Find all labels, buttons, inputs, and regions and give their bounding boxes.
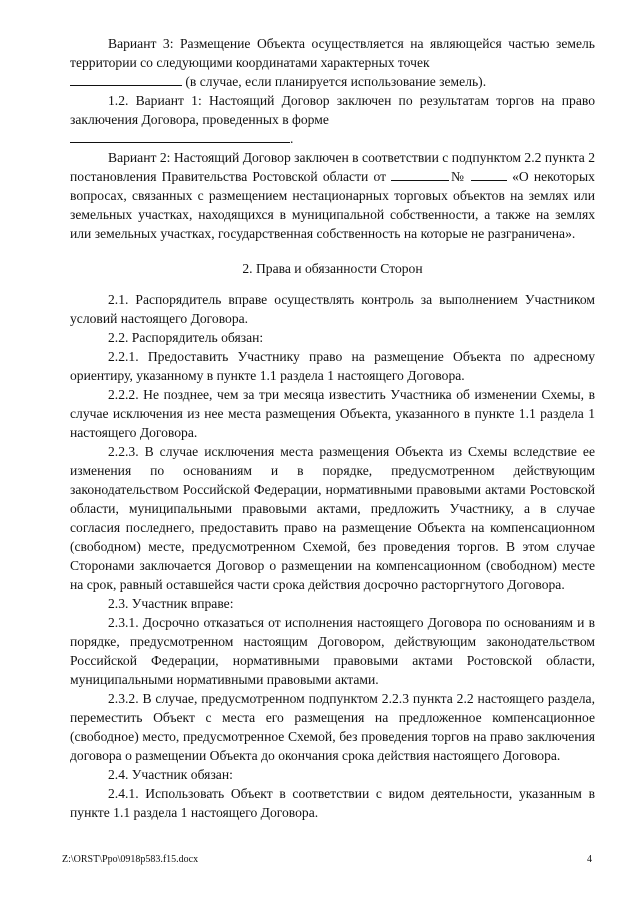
variant-2-title: «О некоторых вопросах, связанных с размещением нестационарных торговых объектов на землях или земельных участках, находящихся в муниципальной собственности, а также на землях или земельных участках, государственная собственность на которые не разграничена».	[70, 169, 595, 241]
clause-2-3-1: 2.3.1. Досрочно отказаться от исполнения настоящего Договора по основаниям и в порядке, предусмотренном настоящим Договором, действующим законодательством Российской Федерации, нормативными правовыми актами Ростовской области, муниципальными нормативными правовыми актами.	[70, 615, 595, 687]
variant-2-text: Вариант 2: Настоящий Договор заключен в соответствии с подпунктом 2.2 пункта 2 постановления Правительства Ростовской области от	[70, 150, 595, 184]
clause-2-2-3: 2.2.3. В случае исключения места размещения Объекта из Схемы вследствие ее изменения по основаниям и в порядке, предусмотренном действующим законодательством Российской Федерации, нормативными правовыми актами Ростовской области, муниципальными правовыми актами, предложить Участнику, а в случае согласия последнего, предоставить право на размещение Объекта на компенсационном (свободном) месте, предусмотренном Схемой, без проведения торгов. В этом случае Сторонами заключается Договор о размещении на компенсационном (свободном) месте на срок, равный оставшейся части срока действия досрочно расторгнутого Договора.	[70, 444, 595, 592]
clause-1-2-text: 1.2. Вариант 1: Настоящий Договор заключен по результатам торгов на право заключения Договора, проведенных в форме	[70, 93, 595, 127]
clause-2-1: 2.1. Распорядитель вправе осуществлять контроль за выполнением Участником условий настоящего Договора.	[70, 292, 595, 326]
paragraph-variant-2	[70, 148, 595, 243]
footer-page-number: 4	[587, 854, 592, 865]
blank-line	[471, 168, 507, 181]
blank-line	[391, 168, 449, 181]
section-heading: 2. Права и обязанности Сторон	[242, 261, 423, 276]
variant-3-note: (в случае, если планируется использование земель).	[185, 74, 487, 89]
clause-2-2: 2.2. Распорядитель обязан:	[108, 330, 264, 345]
footer-file-path: Z:\ORST\Ppo\0918p583.f15.docx	[62, 854, 199, 865]
clause-2-3-2: 2.3.2. В случае, предусмотренном подпунктом 2.2.3 пункта 2.2 настоящего раздела, переместить Объект с места его размещения на предложенное компенсационное (свободное) место, предусмотренное Схемой, без проведения торгов на право заключения договора о размещении Объекта до окончания срока действия настоящего Договора.	[70, 691, 595, 763]
clause-2-4: 2.4. Участник обязан:	[108, 767, 233, 782]
clause-2-2-2: 2.2.2. Не позднее, чем за три месяца известить Участника об изменении Схемы, в случае исключения из нее места размещения Объекта, указанного в пункте 1.1 раздела 1 настоящего Договора.	[70, 387, 595, 440]
clause-2-4-1: 2.4.1. Использовать Объект в соответствии с видом деятельности, указанным в пункте 1.1 раздела 1 настоящего Договора.	[70, 786, 595, 820]
number-sign: №	[449, 169, 466, 184]
blank-line	[70, 130, 290, 143]
blank-line	[70, 73, 182, 86]
paragraph-1-2: 1.2. Вариант 1: Настоящий Договор заключен по результатам торгов на право заключения Договора, проведенных в форме .	[70, 93, 595, 146]
variant-3-text: Вариант 3: Размещение Объекта осуществляется на являющейся частью земель территории со следующими координатами характерных точек	[70, 36, 595, 70]
clause-2-2-1: 2.2.1. Предоставить Участнику право на размещение Объекта по адресному ориентиру, указанному в пункте 1.1 раздела 1 настоящего Договора.	[70, 349, 595, 383]
clause-2-3: 2.3. Участник вправе:	[108, 596, 234, 611]
paragraph-variant-3	[70, 34, 595, 91]
document-body	[70, 34, 595, 822]
